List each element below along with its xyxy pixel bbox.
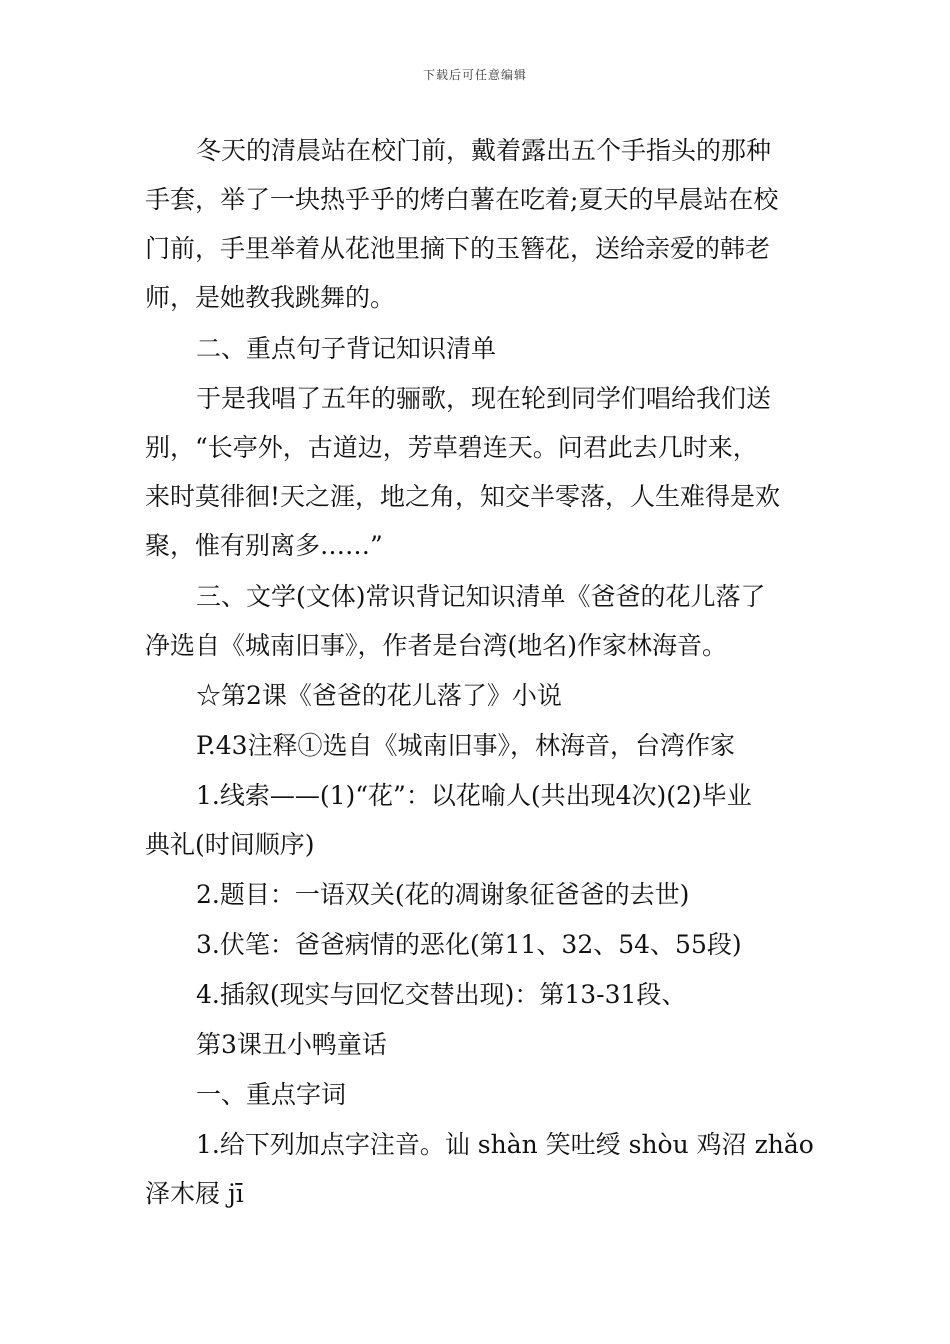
page-header: 下载后可任意编辑 bbox=[422, 68, 527, 82]
paragraph-line: 冬天的清晨站在校门前，戴着露出五个手指头的那种 bbox=[196, 136, 772, 165]
paragraph-line: 典礼(时间顺序) bbox=[145, 830, 315, 859]
lesson-title: ☆第2课《爸爸的花儿落了》小说 bbox=[196, 681, 562, 710]
list-item: 3.伏笔：爸爸病情的恶化(第11、32、54、55段) bbox=[196, 930, 742, 959]
list-item: 2.题目：一语双关(花的凋谢象征爸爸的去世) bbox=[196, 880, 690, 909]
paragraph-line: 手套，举了一块热乎乎的烤白薯在吃着;夏天的早晨站在校 bbox=[145, 185, 779, 214]
list-item: 4.插叙(现实与回忆交替出现)：第13-31段、 bbox=[196, 980, 687, 1009]
list-item: 1.给下列加点字注音。讪 shàn 笑吐绶 shòu 鸡沼 zhǎo bbox=[196, 1130, 814, 1159]
paragraph-line: 门前，手里举着从花池里摘下的玉簪花，送给亲爱的韩老 bbox=[145, 234, 771, 263]
lesson-title: 第3课丑小鸭童话 bbox=[196, 1030, 387, 1059]
paragraph-line: 净选自《城南旧事》，作者是台湾(地名)作家林海音。 bbox=[145, 631, 728, 660]
paragraph-line: 别，“长亭外，古道边，芳草碧连天。问君此去几时来， bbox=[145, 433, 758, 462]
section-heading: 二、重点句子背记知识清单 bbox=[196, 334, 497, 363]
section-heading: 一、重点字词 bbox=[196, 1080, 347, 1109]
paragraph-line: 泽木屐 jī bbox=[145, 1179, 244, 1208]
list-item: 1.线索——(1)“花”：以花喻人(共出现4次)(2)毕业 bbox=[196, 781, 752, 810]
paragraph-line: 聚，惟有别离多……” bbox=[145, 531, 383, 560]
paragraph-line: 师，是她教我跳舞的。 bbox=[145, 283, 396, 312]
paragraph-line: 于是我唱了五年的骊歌，现在轮到同学们唱给我们送 bbox=[196, 384, 772, 413]
paragraph-line: P.43注释①选自《城南旧事》，林海音，台湾作家 bbox=[196, 731, 736, 760]
paragraph-line: 来时莫徘徊!天之涯，地之角，知交半零落，人生难得是欢 bbox=[145, 482, 781, 511]
section-heading: 三、文学(文体)常识背记知识清单《爸爸的花儿落了 bbox=[196, 582, 766, 611]
